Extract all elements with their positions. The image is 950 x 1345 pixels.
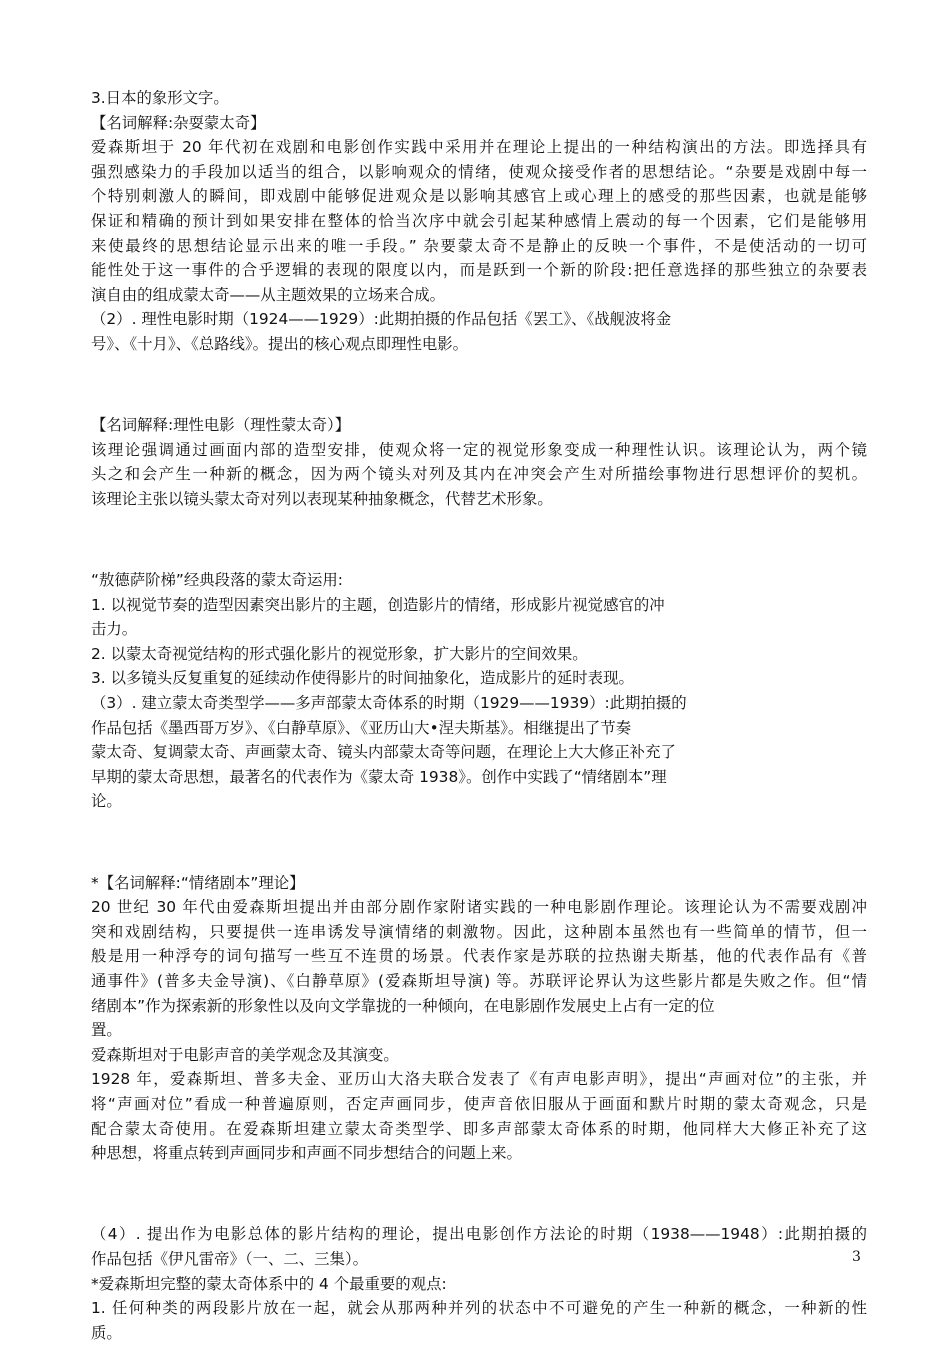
text-line: “敖德萨阶梯”经典段落的蒙太奇运用: xyxy=(91,571,343,590)
text-line: 爱森斯坦对于电影声音的美学观念及其演变。 xyxy=(91,1045,399,1064)
blank-line xyxy=(91,830,867,855)
text-line: 爱森斯坦于 20 年代初在戏剧和电影创作实践中采用并在理论上提出的一种结构演出的方法。即选择具有 xyxy=(91,138,867,157)
text-line: 种思想，将重点转到声画同步和声画不同步想结合的问题上来。 xyxy=(91,1144,522,1163)
text-line: 3.日本的象形文字。 xyxy=(91,89,229,107)
text-line: 1928 年，爱森斯坦、普多夫金、亚历山大洛夫联合发表了《有声电影声明》，提出“声画对位”的主张，并 xyxy=(91,1070,867,1089)
text-line: 1. 以视觉节奏的造型因素突出影片的主题，创造影片的情绪，形成影片视觉感官的冲 xyxy=(91,595,665,614)
text-line: 蒙太奇、复调蒙太奇、声画蒙太奇、镜头内部蒙太奇等问题，在理论上大大修正补充了 xyxy=(91,743,676,762)
document-body xyxy=(91,86,867,1345)
text-line: 3. 以多镜头反复重复的延续动作使得影片的时间抽象化，造成影片的延时表现。 xyxy=(91,669,634,688)
text-line: 突和戏剧结构，只要提供一连串诱发导演情绪的刺激物。因此，这种剧本虽然也有一些简单的情节，但一 xyxy=(91,922,867,941)
text-line: 2. 以蒙太奇视觉结构的形式强化影片的视觉形象，扩大影片的空间效果。 xyxy=(91,644,588,663)
text-line: 个特别刺激人的瞬间，即戏剧中能够促进观众是以影响其感官上或心理上的感受的那些因素，也就是能够 xyxy=(91,187,867,206)
text-line: 演自由的组成蒙太奇——从主题效果的立场来合成。 xyxy=(91,285,445,304)
text-line: 般是用一种浮夸的词句描写一些互不连贯的场景。代表作家是苏联的拉热谢夫斯基，他的代表作品有《普 xyxy=(91,947,867,966)
text-line: 该理论主张以镜头蒙太奇对列以表现某种抽象概念，代替艺术形象。 xyxy=(91,489,553,508)
text-line: 早期的蒙太奇思想，最著名的代表作为《蒙太奇 1938》。创作中实践了“情绪剧本”理 xyxy=(91,767,667,786)
text-line: 【名词解释:杂耍蒙太奇】 xyxy=(91,113,266,132)
text-line: 置。 xyxy=(91,1021,122,1040)
text-line: 来使最终的思想结论显示出来的唯一手段。” 杂要蒙太奇不是静止的反映一个事件，不是使活动的一切可 xyxy=(91,236,867,255)
text-line: 1. 任何种类的两段影片放在一起，就会从那两种并列的状态中不可避免的产生一种新的概念，一种新的性 xyxy=(91,1299,867,1318)
page-number: 3 xyxy=(852,1249,861,1265)
text-line: （2）. 理性电影时期（1924——1929）:此期拍摄的作品包括《罢工》、《战舰波将金 xyxy=(91,310,672,329)
text-line: 论。 xyxy=(91,792,122,811)
text-line: 击力。 xyxy=(91,620,138,639)
text-line: 作品包括《墨西哥万岁》、《白静草原》、《亚历山大•涅夫斯基》。相继提出了节奏 xyxy=(91,718,632,737)
text-line: 保证和精确的预计到如果安排在整体的恰当次序中就会引起某种感情上震动的每一个因素，它们是能够用 xyxy=(91,211,867,230)
text-line: 质。 xyxy=(91,1323,122,1342)
blank-line xyxy=(91,373,867,398)
text-line: 绪剧本”作为探索新的形象性以及向文学靠拢的一种倾向，在电影剧作发展史上占有一定的位 xyxy=(91,996,715,1015)
text-line: 作品包括《伊凡雷帝》（一、二、三集）。 xyxy=(91,1249,369,1268)
text-line: 能性处于这一事件的合乎逻辑的表现的限度以内，而是跃到一个新的阶段:把任意选择的那些独立的杂要表 xyxy=(91,261,867,280)
text-line: （4）. 提出作为电影总体的影片结构的理论，提出电影创作方法论的时期（1938——1948）:此期拍摄的 xyxy=(91,1225,867,1244)
text-line: 配合蒙太奇使用。在爱森斯坦建立蒙太奇类型学、即多声部蒙太奇体系的时期，他同样大大修正补充了这 xyxy=(91,1119,867,1138)
text-line: *爱森斯坦完整的蒙太奇体系中的 4 个最重要的观点: xyxy=(91,1274,447,1293)
text-line: 该理论强调通过画面内部的造型安排，使观众将一定的视觉形象变成一种理性认识。该理论认为，两个镜 xyxy=(91,440,867,459)
blank-line xyxy=(91,1182,867,1207)
text-line: 20 世纪 30 年代由爱森斯坦提出并由部分剧作家附诸实践的一种电影剧作理论。该理论认为不需要戏剧冲 xyxy=(91,898,867,917)
text-line: （3）. 建立蒙太奇类型学——多声部蒙太奇体系的时期（1929——1939）:此期拍摄的 xyxy=(91,694,687,713)
text-line: 强烈感染力的手段加以适当的组合，以影响观众的情绪，使观众接受作者的思想结论。“杂要是戏剧中每一 xyxy=(91,162,867,181)
text-line: *【名词解释:“情绪剧本”理论】 xyxy=(91,873,305,892)
text-line: 号》、《十月》、《总路线》。提出的核心观点即理性电影。 xyxy=(91,334,469,353)
blank-line xyxy=(91,528,867,553)
text-line: 头之和会产生一种新的概念，因为两个镜头对列及其内在冲突会产生对所描绘事物进行思想评价的契机。 xyxy=(91,465,867,484)
text-line: 将“声画对位”看成一种普遍原则，否定声画同步，使声音依旧服从于画面和默片时期的蒙太奇观念，只是 xyxy=(91,1094,867,1113)
text-line: 通事件》(普多夫金导演)、《白静草原》(爱森斯坦导演) 等。苏联评论界认为这些影片都是失败之作。但“情 xyxy=(91,972,867,990)
text-line: 【名词解释:理性电影（理性蒙太奇）】 xyxy=(91,416,351,435)
